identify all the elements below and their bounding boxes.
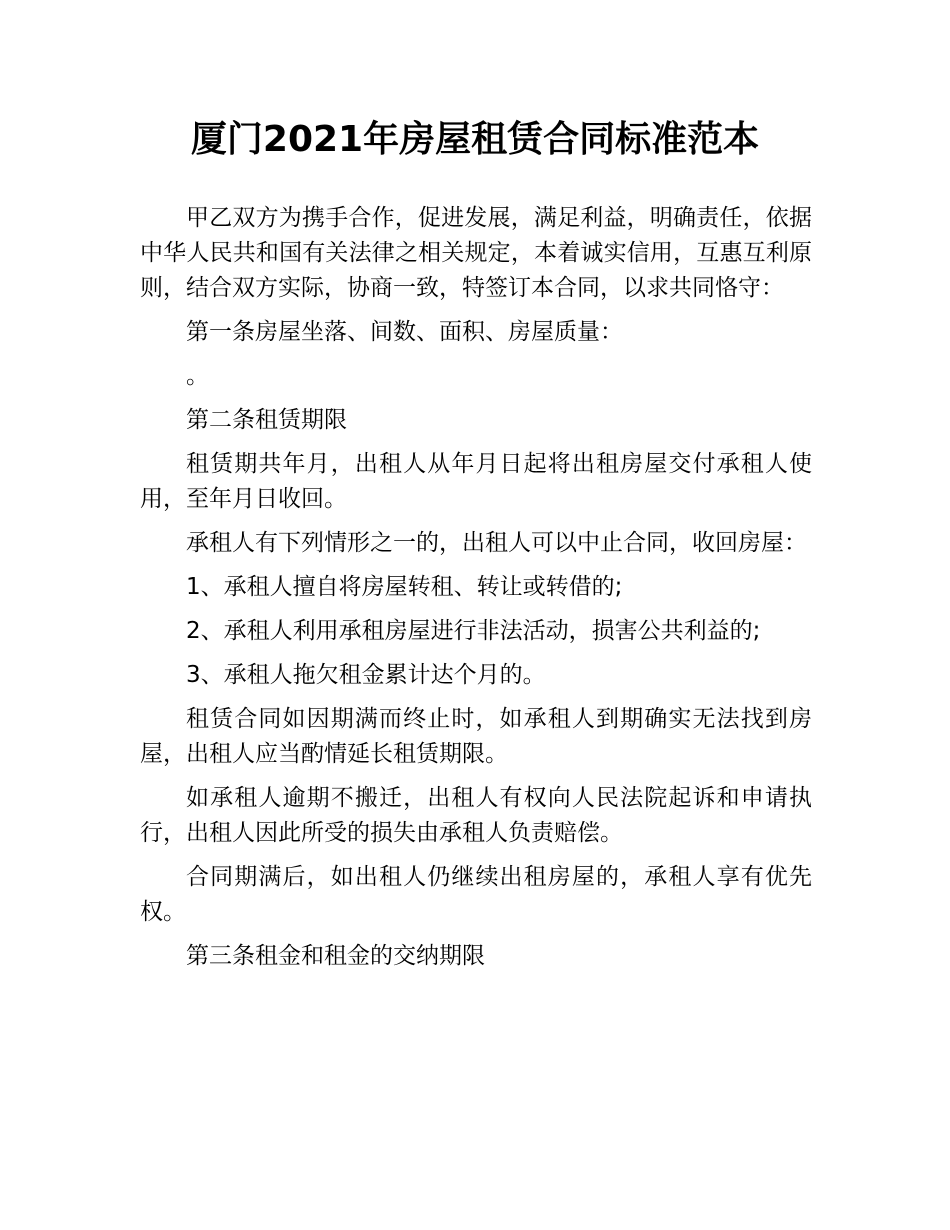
paragraph-article-3-heading: 第三条租金和租金的交纳期限 [186,943,485,969]
paragraph-overdue-eviction: 如承租人逾期不搬迁，出租人有权向人民法院起诉和申请执行，出租人因此所受的损失由承租人负责赔偿。 [140,785,812,846]
paragraph-article-2-heading: 第二条租赁期限 [186,407,347,433]
list-item-condition-1: 1、承租人擅自将房屋转租、转让或转借的; [186,574,623,600]
list-item-condition-3: 3、承租人拖欠租金累计达个月的。 [186,662,546,688]
paragraph-lease-term: 租赁期共年月，出租人从年月日起将出租房屋交付承租人使用，至年月日收回。 [140,451,812,512]
paragraph-article-1-heading: 第一条房屋坐落、间数、面积、房屋质量： [186,319,623,345]
document-title: 厦门2021年房屋租赁合同标准范本 [190,119,760,160]
document-body [140,201,812,983]
paragraph-termination-conditions: 承租人有下列情形之一的，出租人可以中止合同，收回房屋： [186,530,807,556]
paragraph-term-extension: 租赁合同如因期满而终止时，如承租人到期确实无法找到房屋，出租人应当酌情延长租赁期限。 [140,706,812,767]
paragraph-preamble: 甲乙双方为携手合作，促进发展，满足利益，明确责任，依据中华人民共和国有关法律之相关规定，本着诚实信用，互惠互利原则，结合双方实际，协商一致，特签订本合同，以求共同恪守： [140,205,812,301]
list-item-condition-2: 2、承租人利用承租房屋进行非法活动，损害公共利益的; [186,618,761,644]
paragraph-article-1-content: 。 [186,363,209,389]
paragraph-priority-right: 合同期满后，如出租人仍继续出租房屋的，承租人享有优先权。 [140,864,812,925]
